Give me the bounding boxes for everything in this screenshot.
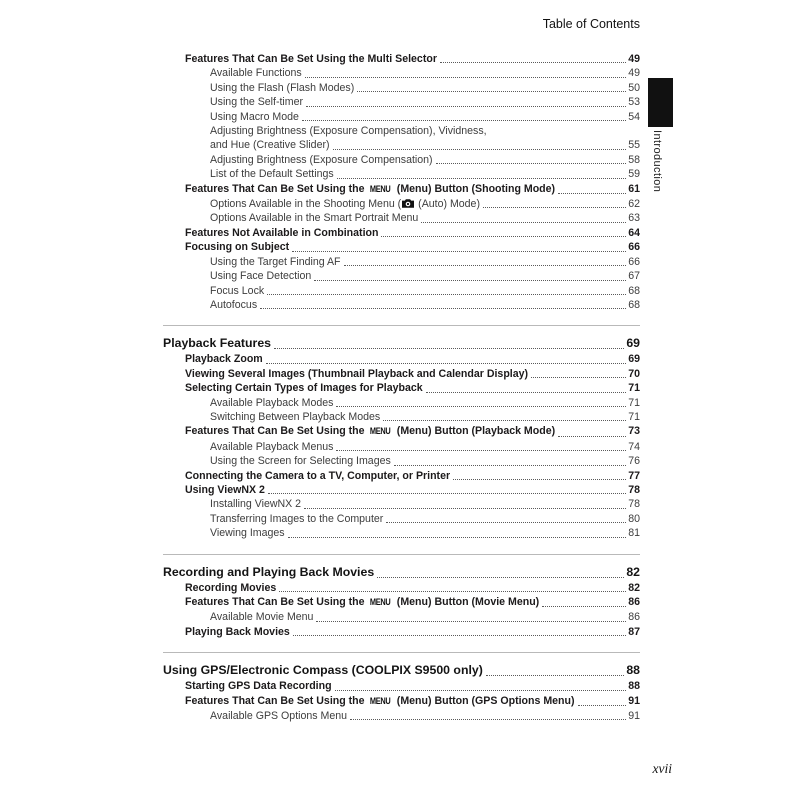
toc-entry-page-number: 68 (628, 284, 640, 297)
toc-entry (163, 153, 640, 167)
toc-entry-page-number: 86 (628, 596, 640, 608)
dot-leader (288, 537, 627, 538)
toc-entry (163, 52, 640, 66)
dot-leader (336, 406, 626, 407)
dot-leader (386, 522, 626, 523)
dot-leader (558, 436, 626, 437)
toc-entry-label: Using the Flash (Flash Modes) (210, 81, 355, 94)
toc-entry-page-number: 64 (628, 226, 640, 239)
dot-leader (333, 149, 627, 150)
toc-entry-page-number: 54 (628, 110, 640, 123)
toc-entry-label: Available GPS Options Menu (210, 710, 348, 723)
dot-leader (578, 705, 627, 706)
toc-entry-page-number: 61 (628, 182, 640, 195)
toc-section (163, 52, 640, 312)
toc-entry (163, 367, 640, 381)
section-title-row (163, 662, 640, 679)
dot-leader (381, 236, 626, 237)
toc-entry-page-number: 49 (628, 53, 640, 65)
menu-button-icon: MENU (370, 695, 391, 707)
toc-entry-page-number: 58 (628, 153, 640, 166)
toc-entry-page-number: 68 (628, 298, 640, 311)
toc-entry (163, 284, 640, 298)
toc-entry (163, 255, 640, 269)
toc-entry-label: and Hue (Creative Slider) (210, 139, 330, 152)
toc-entry-page-number: 55 (628, 139, 640, 152)
toc-entry-label: Adjusting Brightness (Exposure Compensation) (210, 153, 433, 166)
toc-entry-page-number: 69 (628, 353, 640, 366)
toc-entry-label: Transferring Images to the Computer (210, 512, 384, 525)
dot-leader (337, 178, 627, 179)
dot-leader (426, 392, 627, 393)
toc-entry (163, 410, 640, 424)
toc-entry (163, 396, 640, 410)
toc-entry (163, 679, 640, 693)
section-title-row-page-number: 82 (626, 564, 640, 579)
toc-entry-label: Switching Between Playback Modes (210, 410, 381, 423)
toc-entry (163, 709, 640, 723)
toc-entry-page-number: 74 (628, 440, 640, 453)
toc-entry-label: Options Available in the Smart Portrait Menu (210, 212, 419, 225)
dot-leader (383, 420, 626, 421)
dot-leader (306, 106, 626, 107)
dot-leader (293, 635, 626, 636)
toc-entry (163, 95, 640, 109)
toc-entry-page-number: 63 (628, 212, 640, 225)
section-title-row (163, 564, 640, 581)
toc-entry (163, 595, 640, 610)
dot-leader (377, 577, 624, 578)
toc-entry-label: Viewing Images (210, 527, 285, 540)
toc-entry-page-number: 71 (628, 382, 640, 395)
dot-leader (274, 348, 624, 349)
toc-entry-label: Playing Back Movies (185, 625, 290, 638)
dot-leader (314, 280, 626, 281)
toc-entry-label: Available Movie Menu (210, 611, 314, 624)
toc-entry (163, 497, 640, 511)
dot-leader (266, 363, 626, 364)
auto-mode-camera-icon (402, 199, 414, 208)
toc-entry (163, 298, 640, 312)
toc-entry-label: Features Not Available in Combination (185, 226, 379, 239)
toc-entry-label: Available Functions (210, 67, 302, 80)
toc (163, 52, 640, 723)
dot-leader (357, 91, 626, 92)
toc-entry-label: Features That Can Be Set Using the MENU (Menu) Button (GPS Options Menu) (185, 694, 575, 709)
toc-entry-page-number: 78 (628, 483, 640, 496)
section-title-row (163, 335, 640, 352)
toc-entry-label: Available Playback Menus (210, 440, 334, 453)
toc-entry-page-number: 77 (628, 469, 640, 482)
dot-leader (260, 308, 626, 309)
introduction-tab (648, 78, 673, 127)
section-title-row-label: Playback Features (163, 336, 272, 351)
introduction-tab-label: Introduction (651, 130, 663, 193)
toc-entry (163, 226, 640, 240)
toc-entry (163, 440, 640, 454)
menu-button-icon: MENU (370, 183, 391, 195)
toc-entry-label: Using Macro Mode (210, 110, 299, 123)
toc-entry-label: Autofocus (210, 298, 258, 311)
dot-leader (335, 690, 627, 691)
dot-leader (350, 719, 626, 720)
toc-entry-label: Focusing on Subject (185, 241, 290, 254)
toc-entry (163, 197, 640, 211)
toc-entry-label: Connecting the Camera to a TV, Computer, or Printer (185, 469, 451, 482)
dot-leader (542, 606, 626, 607)
toc-entry (163, 182, 640, 197)
toc-entry-label: Features That Can Be Set Using the MENU (Menu) Button (Playback Mode) (185, 424, 555, 439)
toc-entry (163, 526, 640, 540)
dot-leader (421, 222, 626, 223)
toc-entry (163, 694, 640, 709)
toc-entry-label: Using the Target Finding AF (210, 255, 341, 268)
toc-entry-page-number: 91 (628, 694, 640, 707)
toc-entry (163, 625, 640, 639)
toc-entry-page-number: 73 (628, 425, 640, 438)
toc-entry-page-number: 71 (628, 410, 640, 423)
toc-entry (163, 138, 640, 152)
section-title-row-label: Using GPS/Electronic Compass (COOLPIX S9500 only) (163, 663, 483, 678)
toc-entry-label: Recording Movies (185, 581, 277, 594)
toc-entry-page-number: 87 (628, 625, 640, 638)
toc-entry-label: Playback Zoom (185, 353, 263, 366)
toc-entry (163, 424, 640, 439)
dot-leader (305, 77, 627, 78)
toc-entry-label: Using the Screen for Selecting Images (210, 455, 391, 468)
dot-leader (267, 294, 626, 295)
toc-entry-label: Using Face Detection (210, 270, 312, 283)
toc-entry-label: Features That Can Be Set Using the MENU (Menu) Button (Shooting Mode) (185, 182, 555, 197)
toc-entry (163, 469, 640, 483)
toc-entry (163, 352, 640, 366)
toc-entry-page-number: 67 (628, 270, 640, 283)
toc-entry-page-number: 78 (628, 498, 640, 511)
page-header: Table of Contents (542, 17, 640, 31)
dot-leader (279, 591, 626, 592)
toc-entry-page-number: 66 (628, 241, 640, 254)
page-number: xvii (652, 761, 672, 776)
toc-entry-page-number: 62 (628, 198, 640, 211)
toc-entry (163, 381, 640, 395)
toc-entry-page-number: 50 (628, 81, 640, 94)
toc-entry-label: List of the Default Settings (210, 168, 334, 181)
toc-section (163, 652, 640, 723)
dot-leader (483, 207, 626, 208)
dot-leader (316, 621, 626, 622)
dot-leader (394, 465, 626, 466)
toc-entry-page-number: 53 (628, 96, 640, 109)
toc-entry (163, 610, 640, 624)
dot-leader (268, 493, 626, 494)
toc-section (163, 325, 640, 540)
dot-leader (292, 251, 626, 252)
toc-entry-label: Features That Can Be Set Using the MENU (Menu) Button (Movie Menu) (185, 595, 539, 610)
dot-leader (486, 675, 625, 676)
dot-leader (302, 120, 626, 121)
toc-entry-label: Options Available in the Shooting Menu ( (Auto) Mode) (210, 198, 480, 211)
toc-entry-label: Using ViewNX 2 (185, 483, 265, 496)
toc-entry (163, 167, 640, 181)
toc-entry-page-number: 59 (628, 168, 640, 181)
toc-entry-page-number: 49 (628, 67, 640, 80)
dot-leader (531, 377, 626, 378)
toc-entry-page-number: 71 (628, 396, 640, 409)
toc-entry-page-number: 76 (628, 455, 640, 468)
toc-entry (163, 211, 640, 225)
dot-leader (436, 163, 627, 164)
toc-section (163, 554, 640, 640)
menu-button-icon: MENU (370, 426, 391, 438)
toc-entry-label: Viewing Several Images (Thumbnail Playback and Calendar Display) (185, 367, 529, 380)
toc-entry-label: Starting GPS Data Recording (185, 680, 332, 693)
toc-entry-label: Focus Lock (210, 284, 265, 297)
toc-entry (163, 483, 640, 497)
toc-entry-page-number: 81 (628, 527, 640, 540)
dot-leader (440, 62, 626, 63)
toc-entry-label: Selecting Certain Types of Images for Playback (185, 382, 423, 395)
section-title-row-label: Recording and Playing Back Movies (163, 564, 375, 579)
toc-entry (163, 269, 640, 283)
toc-entry-label: Using the Self-timer (210, 96, 304, 109)
dot-leader (453, 479, 626, 480)
dot-leader (304, 508, 626, 509)
toc-entry (163, 110, 640, 124)
toc-entry-page-number: 70 (628, 367, 640, 380)
toc-entry-page-number: 66 (628, 255, 640, 268)
menu-button-icon: MENU (370, 597, 391, 608)
toc-entry (163, 581, 640, 595)
toc-entry (163, 81, 640, 95)
toc-entry (163, 240, 640, 254)
toc-entry-continuation: Adjusting Brightness (Exposure Compensation), Vividness, (210, 125, 487, 138)
toc-entry-label: Features That Can Be Set Using the Multi Selector (185, 53, 437, 65)
toc-entry (163, 454, 640, 468)
toc-entry-label: Available Playback Modes (210, 396, 334, 409)
toc-entry (163, 512, 640, 526)
section-title-row-page-number: 88 (626, 663, 640, 678)
dot-leader (558, 193, 626, 194)
toc-entry-page-number: 91 (628, 710, 640, 723)
toc-entry-page-number: 88 (628, 680, 640, 693)
toc-entry-page-number: 82 (628, 581, 640, 594)
dot-leader (336, 450, 626, 451)
dot-leader (344, 265, 627, 266)
toc-entry-label: Installing ViewNX 2 (210, 498, 302, 511)
toc-entry-page-number: 86 (628, 611, 640, 624)
toc-entry (163, 66, 640, 80)
toc-entry-page-number: 80 (628, 512, 640, 525)
section-title-row-page-number: 69 (626, 336, 640, 351)
